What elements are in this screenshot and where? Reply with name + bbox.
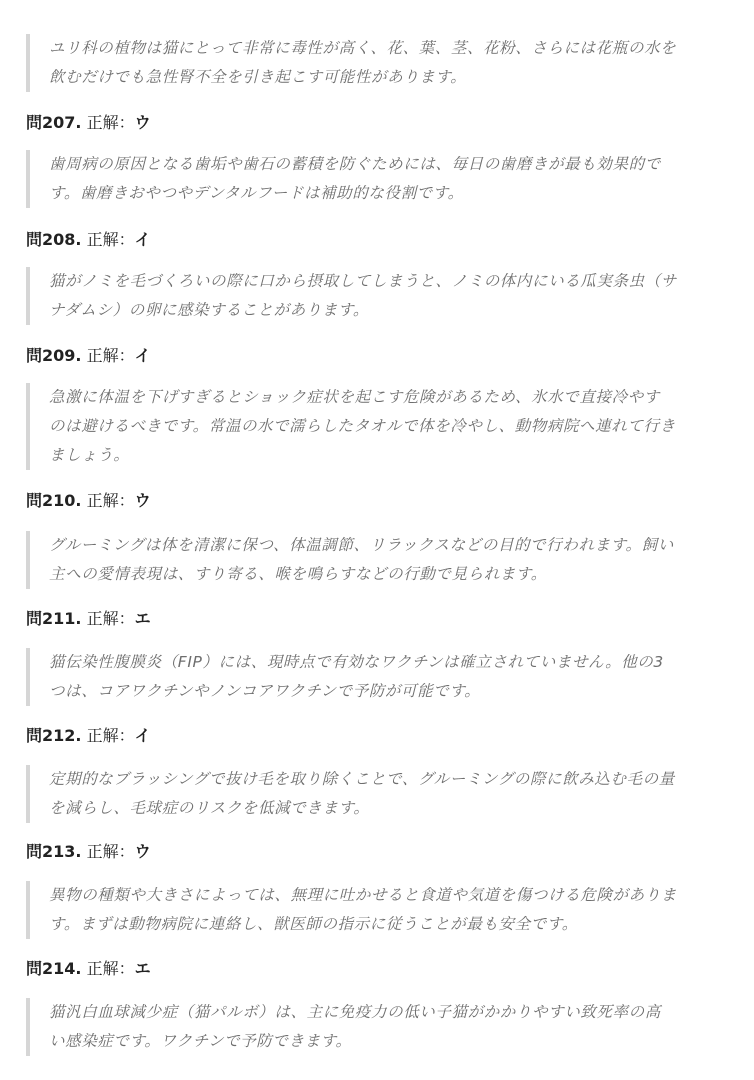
question-number: 問209. [26, 346, 82, 365]
answer-heading-213 [26, 841, 151, 863]
explanation-line: 歯周病の原因となる歯垢や歯石の蓄積を防ぐためには、毎日の歯磨きが最も効果的で [49, 155, 661, 173]
explanation-line: 猫汎白血球減少症（猫パルボ）は、主に免疫力の低い子猫がかかりやすい致死率の高 [49, 1003, 661, 1021]
answer-label: 正解： [86, 113, 135, 132]
explanation-line: つは、コアワクチンやノンコアワクチンで予防が可能です。 [49, 682, 481, 700]
answer-heading-211 [26, 608, 151, 630]
answer-label: 正解： [86, 230, 135, 249]
answer-choice: エ [134, 959, 151, 978]
answer-choice: エ [134, 609, 151, 628]
explanation-line: 主への愛情表現は、すり寄る、喉を鳴らすなどの行動で見られます。 [49, 565, 547, 583]
answer-choice: ウ [134, 113, 151, 132]
explanation-line: 異物の種類や大きさによっては、無理に吐かせると食道や気道を傷つける危険がありま [49, 886, 677, 904]
question-number: 問214. [26, 959, 82, 978]
explanation-line: ユリ科の植物は猫にとって非常に毒性が高く、花、葉、茎、花粉、さらには花瓶の水を [49, 39, 677, 57]
question-number: 問213. [26, 842, 82, 861]
answer-label: 正解： [86, 609, 135, 628]
explanation-line: 飲むだけでも急性腎不全を引き起こす可能性があります。 [49, 68, 467, 86]
explanation-quote-209 [26, 383, 726, 470]
answer-choice: ウ [134, 842, 151, 861]
answer-label: 正解： [86, 959, 135, 978]
explanation-quote-206 [26, 34, 726, 92]
answer-label: 正解： [86, 346, 135, 365]
question-number: 問210. [26, 491, 82, 510]
explanation-quote-208 [26, 267, 726, 325]
answer-heading-212 [26, 725, 151, 747]
explanation-line: い感染症です。ワクチンで予防できます。 [49, 1032, 352, 1050]
answer-heading-207 [26, 112, 151, 134]
explanation-line: 猫伝染性腹膜炎（FIP）には、現時点で有効なワクチンは確立されていません。他の3 [49, 653, 664, 671]
question-number: 問212. [26, 726, 82, 745]
answer-choice: イ [134, 726, 151, 745]
answer-heading-209 [26, 345, 151, 367]
explanation-line: グルーミングは体を清潔に保つ、体温調節、リラックスなどの目的で行われます。飼い [49, 536, 674, 554]
answer-label: 正解： [86, 726, 135, 745]
explanation-line: 猫がノミを毛づくろいの際に口から摂取してしまうと、ノミの体内にいる瓜実条虫（サ [49, 272, 677, 290]
question-number: 問211. [26, 609, 82, 628]
answer-choice: イ [134, 230, 151, 249]
explanation-line: ナダムシ）の卵に感染することがあります。 [49, 301, 369, 319]
explanation-line: す。歯磨きおやつやデンタルフードは補助的な役割です。 [49, 184, 464, 202]
answer-choice: ウ [134, 491, 151, 510]
answer-heading-208 [26, 229, 151, 251]
explanation-line: のは避けるべきです。常温の水で濡らしたタオルで体を冷やし、動物病院へ連れて行き [49, 417, 676, 435]
explanation-quote-212 [26, 765, 726, 823]
answer-heading-214 [26, 958, 151, 980]
answer-label: 正解： [86, 842, 135, 861]
answer-label: 正解： [86, 491, 135, 510]
explanation-quote-207 [26, 150, 726, 208]
explanation-line: ましょう。 [49, 446, 130, 464]
explanation-line: 定期的なブラッシングで抜け毛を取り除くことで、グルーミングの際に飲み込む毛の量 [49, 770, 675, 788]
explanation-line: す。まずは動物病院に連絡し、獣医師の指示に従うことが最も安全です。 [49, 915, 578, 933]
question-number: 問208. [26, 230, 82, 249]
explanation-quote-210 [26, 531, 726, 589]
explanation-quote-214 [26, 998, 726, 1056]
answer-heading-210 [26, 490, 151, 512]
explanation-line: 急激に体温を下げすぎるとショック症状を起こす危険があるため、氷水で直接冷やす [49, 388, 660, 406]
explanation-quote-211 [26, 648, 726, 706]
explanation-quote-213 [26, 881, 726, 939]
question-number: 問207. [26, 113, 82, 132]
answer-choice: イ [134, 346, 151, 365]
explanation-line: を減らし、毛球症のリスクを低減できます。 [49, 799, 370, 817]
